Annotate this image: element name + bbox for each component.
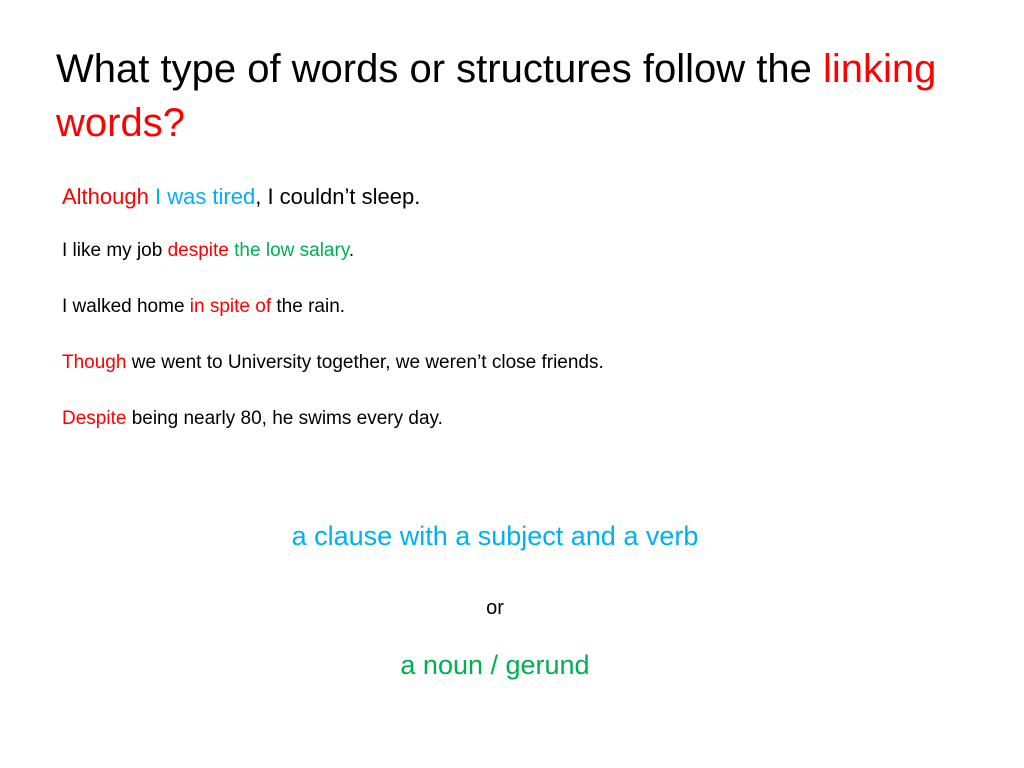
example-sentence-though bbox=[62, 352, 604, 375]
slide-title-highlight: linking words? bbox=[56, 47, 937, 145]
answer-or: or bbox=[486, 597, 504, 619]
sentence-text: being nearly 80, he swims every day. bbox=[126, 408, 443, 429]
sentence-text: I walked home bbox=[62, 296, 190, 317]
sentence-text: I like my job bbox=[62, 240, 168, 261]
answer-noun-gerund: a noun / gerund bbox=[400, 650, 590, 680]
linking-word: Despite bbox=[62, 408, 127, 429]
linking-word: in spite of bbox=[189, 296, 272, 317]
clause-fragment: I was tired bbox=[148, 184, 256, 209]
linking-word: Although bbox=[62, 184, 149, 209]
example-sentence-despite bbox=[62, 240, 354, 263]
slide-title bbox=[56, 42, 1006, 150]
example-sentence-despite-gerund bbox=[62, 408, 443, 431]
sentence-text: the rain. bbox=[271, 296, 346, 317]
sentence-text: . bbox=[348, 240, 355, 261]
example-sentence-although bbox=[62, 184, 420, 210]
sentence-text: we went to University together, we weren’t close friends. bbox=[126, 352, 604, 373]
linking-word: despite bbox=[167, 240, 229, 261]
answer-clause: a clause with a subject and a verb bbox=[291, 521, 699, 551]
sentence-text: , I couldn’t sleep. bbox=[255, 184, 421, 209]
example-sentence-in-spite-of bbox=[62, 296, 345, 319]
slide-title-text: What type of words or structures follow the bbox=[56, 47, 823, 91]
noun-fragment: the low salary bbox=[228, 240, 349, 261]
linking-word: Though bbox=[62, 352, 127, 373]
